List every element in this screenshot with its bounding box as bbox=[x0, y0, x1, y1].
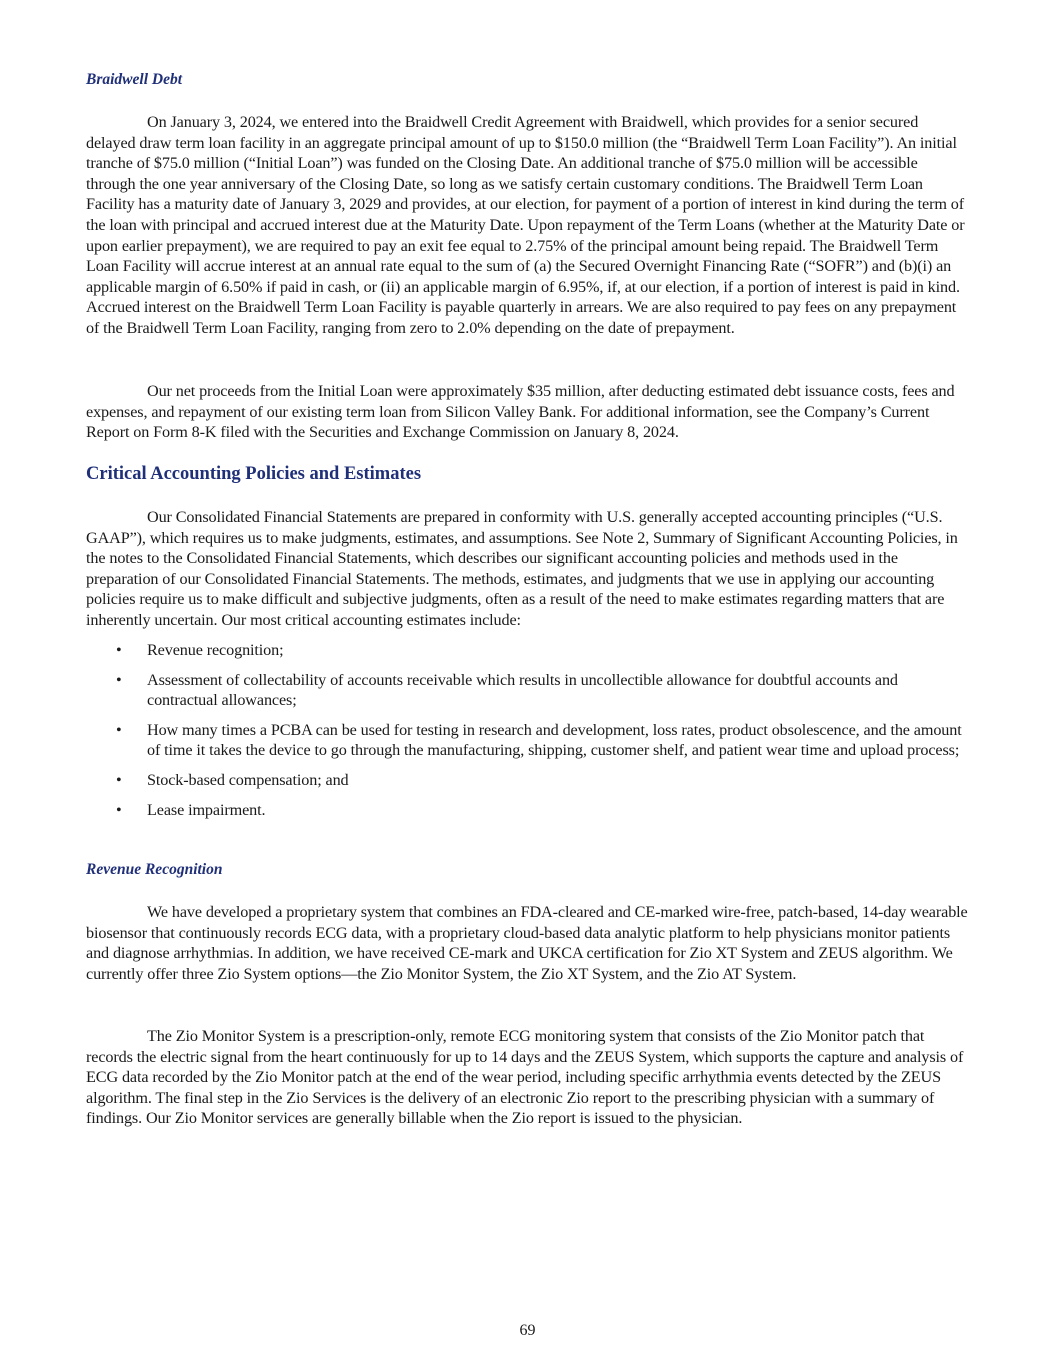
list-item bbox=[86, 770, 970, 791]
critical-accounting-heading: Critical Accounting Policies and Estimates bbox=[86, 464, 422, 484]
bullet-icon: • bbox=[116, 670, 122, 689]
bullet-icon: • bbox=[116, 770, 122, 789]
list-item-text: Revenue recognition; bbox=[147, 641, 284, 659]
braidwell-debt-paragraph-1: On January 3, 2024, we entered into the Braidwell Credit Agreement with Braidwell, which provides for a senior secured delayed draw term loan facility in an aggregate principal amount of up to $150.0 million (the “Braidwell Term Loan Facility”). An initial tranche of $75.0 million (“Initial Loan”) was funded on the Closing Date. An additional tranche of $75.0 million will be accessible through the one year anniversary of the Closing Date, so long as we satisfy certain customary conditions. The Braidwell Term Loan Facility has a maturity date of January 3, 2029 and provides, at our election, for payment of a portion of interest in kind during the term of the loan with principal and accrued interest due at the Maturity Date. Upon repayment of the Term Loans (whether at the Maturity Date or upon earlier prepayment), we are required to pay an exit fee equal to 2.75% of the principal amount being repaid. The Braidwell Term Loan Facility will accrue interest at an annual rate equal to the sum of (a) the Secured Overnight Financing Rate (“SOFR”) and (b)(i) an applicable margin of 6.50% if paid in cash, or (ii) an applicable margin of 6.95%, if, at our election, if a portion of interest is paid in kind. Accrued interest on the Braidwell Term Loan Facility is payable quarterly in arrears. We are also required to pay fees on any prepayment of the Braidwell Term Loan Facility, ranging from zero to 2.0% depending on the date of prepayment. bbox=[86, 113, 965, 337]
list-item bbox=[86, 640, 970, 661]
braidwell-debt-paragraph-2: Our net proceeds from the Initial Loan were approximately $35 million, after deducting estimated debt issuance costs, fees and expenses, and repayment of our existing term loan from Silicon Valley Bank. For additional information, see the Company’s Current Report on Form 8-K filed with the Securities and Exchange Commission on January 8, 2024. bbox=[86, 382, 955, 442]
braidwell-debt-heading: Braidwell Debt bbox=[86, 71, 183, 88]
revenue-recognition-heading: Revenue Recognition bbox=[86, 861, 223, 878]
list-item-text: How many times a PCBA can be used for testing in research and development, loss rates, product obsolescence, and the amount of time it takes the device to go through the manufacturing, shipping, customer shelf, and patient wear time and upload process; bbox=[147, 720, 962, 760]
critical-accounting-intro: Our Consolidated Financial Statements are prepared in conformity with U.S. generally accepted accounting principles (“U.S. GAAP”), which requires us to make judgments, estimates, and assumptions. See Note 2, Summary of Significant Accounting Policies, in the notes to the Consolidated Financial Statements, which describes our significant accounting policies and methods used in the preparation of our Consolidated Financial Statements. The methods, estimates, and judgments that we use in applying our accounting policies require us to make difficult and subjective judgments, often as a result of the need to make estimates regarding matters that are inherently uncertain. Our most critical accounting estimates include: bbox=[86, 508, 958, 629]
revenue-recognition-paragraph-2: The Zio Monitor System is a prescription-only, remote ECG monitoring system that consists of the Zio Monitor patch that records the electric signal from the heart continuously for up to 14 days and the ZEUS System, which supports the capture and analysis of ECG data recorded by the Zio Monitor patch at the end of the wear period, including specific arrhythmia events detected by the ZEUS algorithm. The final step in the Zio Services is the delivery of an electronic Zio report to the prescribing physician with a summary of findings. Our Zio Monitor services are generally billable when the Zio report is issued to the physician. bbox=[86, 1027, 964, 1128]
list-item bbox=[86, 800, 970, 821]
bullet-icon: • bbox=[116, 720, 122, 739]
list-item-text: Lease impairment. bbox=[147, 800, 266, 819]
list-item-text: Assessment of collectability of accounts receivable which results in uncollectible allowance for doubtful accounts and contractual allowances; bbox=[147, 670, 898, 710]
list-item bbox=[86, 670, 970, 711]
page-number: 69 bbox=[519, 1322, 536, 1339]
bullet-icon: • bbox=[116, 641, 122, 659]
list-item-text: Stock-based compensation; and bbox=[147, 770, 349, 789]
critical-estimates-list bbox=[86, 640, 970, 829]
revenue-recognition-paragraph-1: We have developed a proprietary system that combines an FDA-cleared and CE-marked wire-free, patch-based, 14-day wearable biosensor that continuously records ECG data, with a proprietary cloud-based data analytic platform to help physicians monitor patients and diagnose arrhythmias. In addition, we have received CE-mark and UKCA certification for Zio XT System and ZEUS algorithm. We currently offer three Zio System options—the Zio Monitor System, the Zio XT System, and the Zio AT System. bbox=[86, 903, 968, 983]
bullet-icon: • bbox=[116, 800, 122, 819]
list-item bbox=[86, 720, 970, 761]
